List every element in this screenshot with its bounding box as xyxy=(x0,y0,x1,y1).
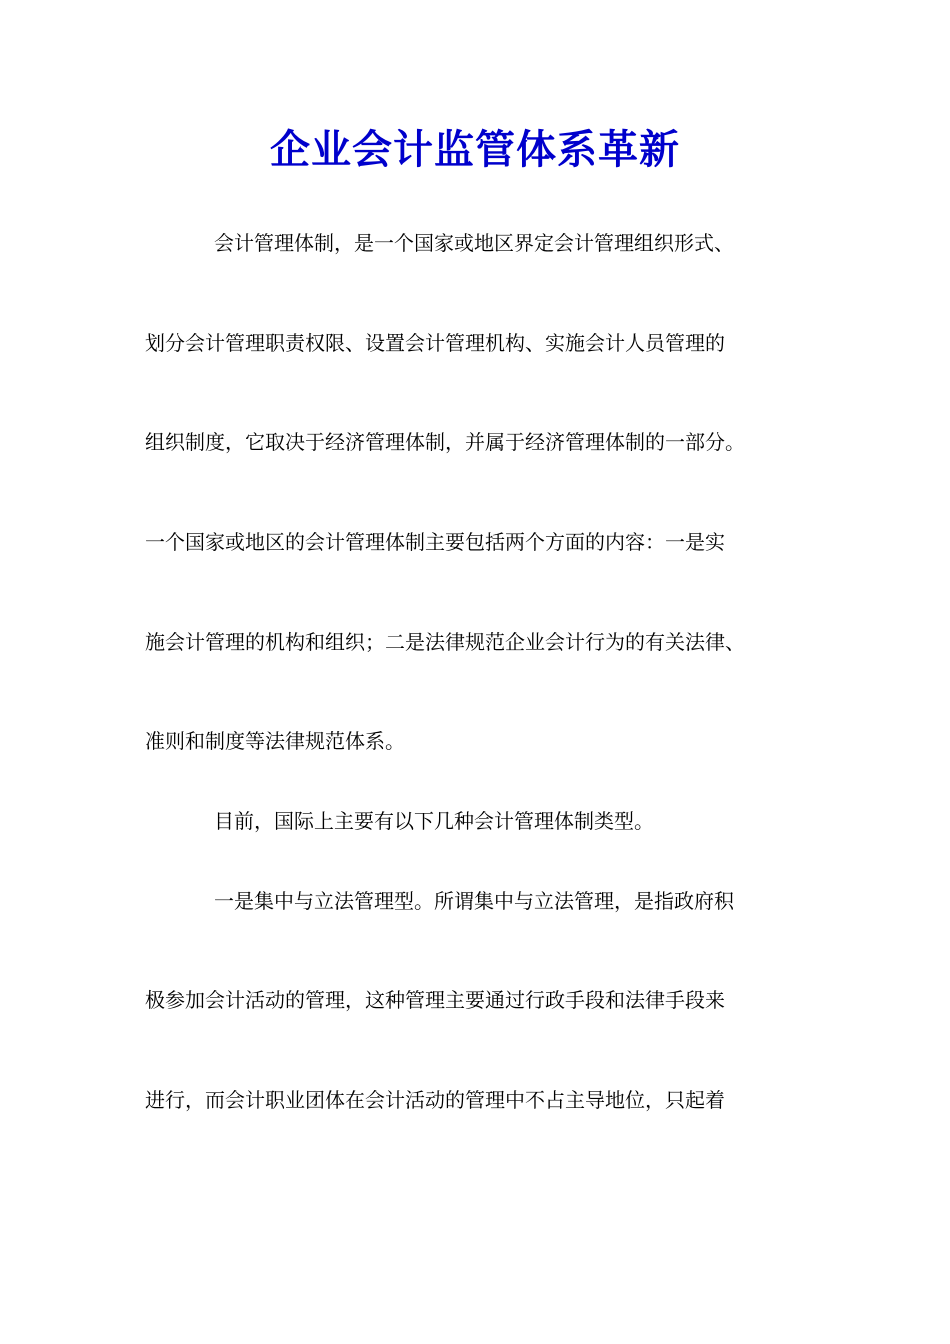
paragraph-1-line-5: 施会计管理的机构和组织；二是法律规范企业会计行为的有关法律、 xyxy=(145,630,745,654)
paragraph-1-line-4: 一个国家或地区的会计管理体制主要包括两个方面的内容：一是实 xyxy=(145,530,725,554)
paragraph-3-line-2: 极参加会计活动的管理，这种管理主要通过行政手段和法律手段来 xyxy=(145,988,725,1012)
paragraph-1-line-1: 会计管理体制，是一个国家或地区界定会计管理组织形式、 xyxy=(214,231,734,255)
paragraph-3-line-1: 一是集中与立法管理型。所谓集中与立法管理，是指政府积 xyxy=(214,889,734,913)
paragraph-1-line-2: 划分会计管理职责权限、设置会计管理机构、实施会计人员管理的 xyxy=(145,331,725,355)
paragraph-1-line-3: 组织制度，它取决于经济管理体制，并属于经济管理体制的一部分。 xyxy=(145,430,745,454)
document-title: 企业会计监管体系革新 xyxy=(270,126,680,173)
paragraph-1-line-6: 准则和制度等法律规范体系。 xyxy=(145,729,405,753)
paragraph-3-line-3: 进行，而会计职业团体在会计活动的管理中不占主导地位，只起着 xyxy=(145,1088,725,1112)
paragraph-2-line-1: 目前，国际上主要有以下几种会计管理体制类型。 xyxy=(214,809,654,833)
